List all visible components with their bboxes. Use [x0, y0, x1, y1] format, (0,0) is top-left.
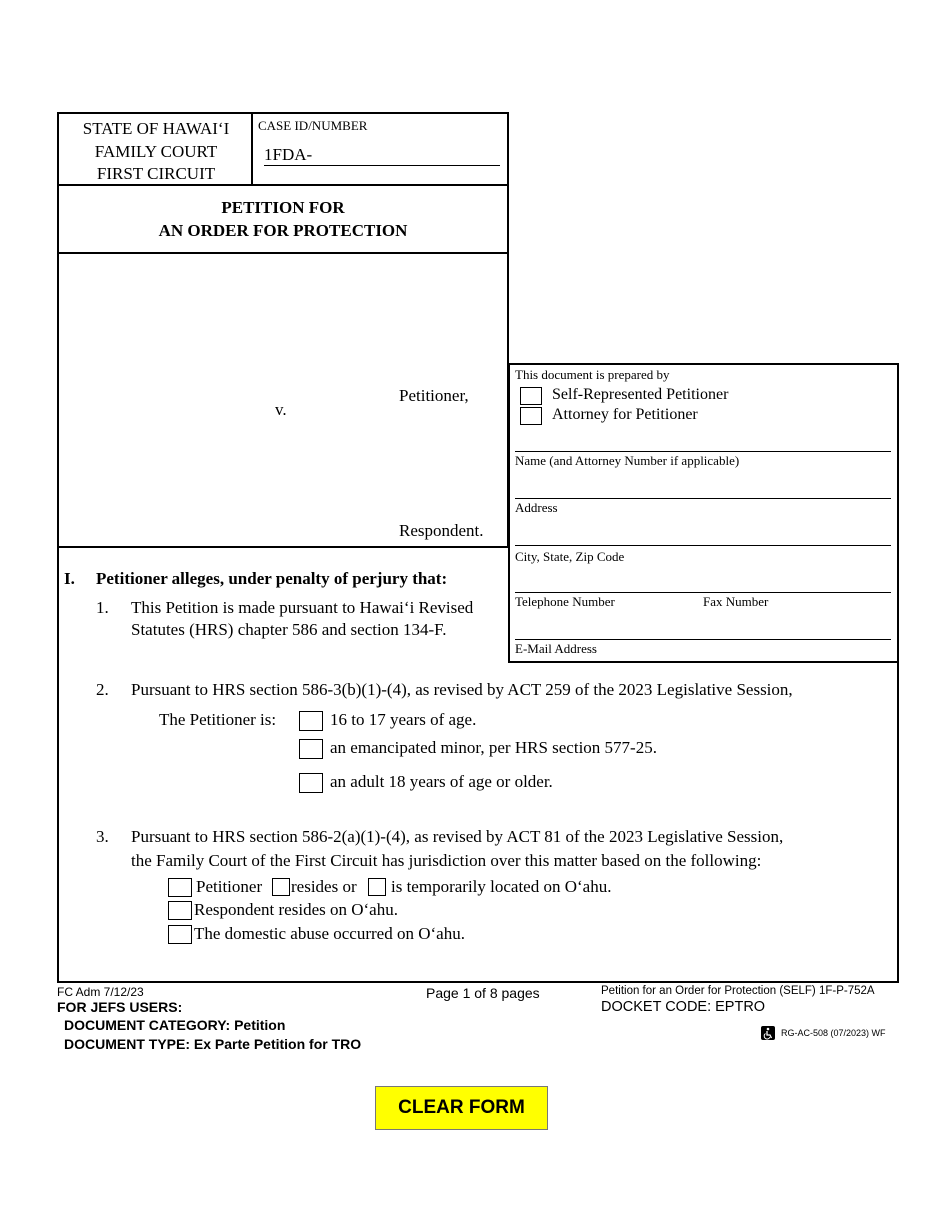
- court-line-2: FAMILY COURT: [94, 141, 218, 161]
- form-name: Petition for an Order for Protection (SELF) 1F-P-752A: [601, 985, 875, 997]
- title-line-2: AN ORDER FOR PROTECTION: [158, 221, 408, 240]
- age-16-17-checkbox[interactable]: [299, 711, 323, 731]
- petitioner-location-label: Petitioner: [196, 877, 263, 896]
- phone-label: Telephone Number: [515, 594, 615, 609]
- name-label: Name (and Attorney Number if applicable): [515, 453, 740, 468]
- attorney-label: Attorney for Petitioner: [552, 406, 698, 423]
- emancipated-minor-label: an emancipated minor, per HRS section 577-25.: [330, 738, 657, 757]
- fax-label: Fax Number: [703, 594, 769, 609]
- petitioner-location-checkbox[interactable]: [168, 878, 192, 897]
- court-name: [59, 118, 253, 186]
- item-2-label: The Petitioner is:: [159, 710, 277, 729]
- address-input[interactable]: [515, 498, 891, 499]
- adult-checkbox[interactable]: [299, 773, 323, 793]
- clear-form-button[interactable]: CLEAR FORM: [375, 1086, 548, 1130]
- accessibility-code: RG-AC-508 (07/2023) WF: [781, 1028, 886, 1038]
- resides-label: resides or: [291, 877, 357, 896]
- docket-code: DOCKET CODE: EPTRO: [601, 999, 766, 1015]
- temporarily-located-label: is temporarily located on O‘ahu.: [391, 877, 612, 896]
- respondent-resides-label: Respondent resides on O‘ahu.: [194, 900, 398, 919]
- respondent-resides-checkbox[interactable]: [168, 901, 192, 920]
- form-date: FC Adm 7/12/23: [57, 985, 144, 999]
- title-line-1: PETITION FOR: [221, 198, 345, 217]
- city-label: City, State, Zip Code: [515, 549, 625, 564]
- abuse-location-label: The domestic abuse occurred on O‘ahu.: [194, 924, 465, 943]
- abuse-location-checkbox[interactable]: [168, 925, 192, 944]
- self-represented-label: Self-Represented Petitioner: [552, 386, 729, 403]
- city-input[interactable]: [515, 545, 891, 546]
- petitioner-label: Petitioner,: [399, 386, 469, 405]
- document-type: DOCUMENT TYPE: Ex Parte Petition for TRO: [64, 1036, 362, 1052]
- court-line-1: STATE OF HAWAI‘I: [82, 119, 230, 138]
- item-1-number: 1.: [96, 598, 109, 617]
- section-heading: Petitioner alleges, under penalty of perjury that:: [96, 569, 448, 588]
- jefs-users-heading: FOR JEFS USERS:: [57, 999, 183, 1015]
- item-2-number: 2.: [96, 680, 109, 699]
- item-2-text: Pursuant to HRS section 586-3(b)(1)-(4), as revised by ACT 259 of the 2023 Legislative Session,: [131, 680, 793, 699]
- accessibility-icon: [761, 1026, 775, 1040]
- page-info: Page 1 of 8 pages: [426, 985, 540, 1001]
- versus-label: v.: [275, 400, 287, 419]
- item-1-line-2: Statutes (HRS) chapter 586 and section 134-F.: [131, 620, 447, 639]
- case-id-label: CASE ID/NUMBER: [258, 118, 368, 133]
- prepared-by-heading: This document is prepared by: [515, 367, 670, 382]
- page-title: [57, 196, 509, 242]
- temporarily-located-checkbox[interactable]: [368, 878, 386, 896]
- age-16-17-label: 16 to 17 years of age.: [330, 710, 477, 729]
- respondent-label: Respondent.: [399, 521, 484, 540]
- self-represented-checkbox[interactable]: [520, 387, 542, 405]
- resides-checkbox[interactable]: [272, 878, 290, 896]
- email-label: E-Mail Address: [515, 641, 597, 656]
- attorney-checkbox[interactable]: [520, 407, 542, 425]
- item-3-line-2: the Family Court of the First Circuit has jurisdiction over this matter based on the following:: [131, 851, 762, 870]
- adult-label: an adult 18 years of age or older.: [330, 772, 553, 791]
- section-numeral: I.: [64, 569, 75, 588]
- item-1-line-1: This Petition is made pursuant to Hawai‘i Revised: [131, 598, 474, 617]
- emancipated-minor-checkbox[interactable]: [299, 739, 323, 759]
- email-input[interactable]: [515, 639, 891, 640]
- address-label: Address: [515, 500, 558, 515]
- court-line-3: FIRST CIRCUIT: [96, 164, 216, 183]
- case-id-input[interactable]: 1FDA-: [264, 145, 500, 166]
- name-input[interactable]: [515, 451, 891, 452]
- document-category: DOCUMENT CATEGORY: Petition: [64, 1017, 286, 1033]
- item-3-number: 3.: [96, 827, 109, 846]
- item-3-line-1: Pursuant to HRS section 586-2(a)(1)-(4), as revised by ACT 81 of the 2023 Legislative Session,: [131, 827, 784, 846]
- phone-input[interactable]: [515, 592, 891, 593]
